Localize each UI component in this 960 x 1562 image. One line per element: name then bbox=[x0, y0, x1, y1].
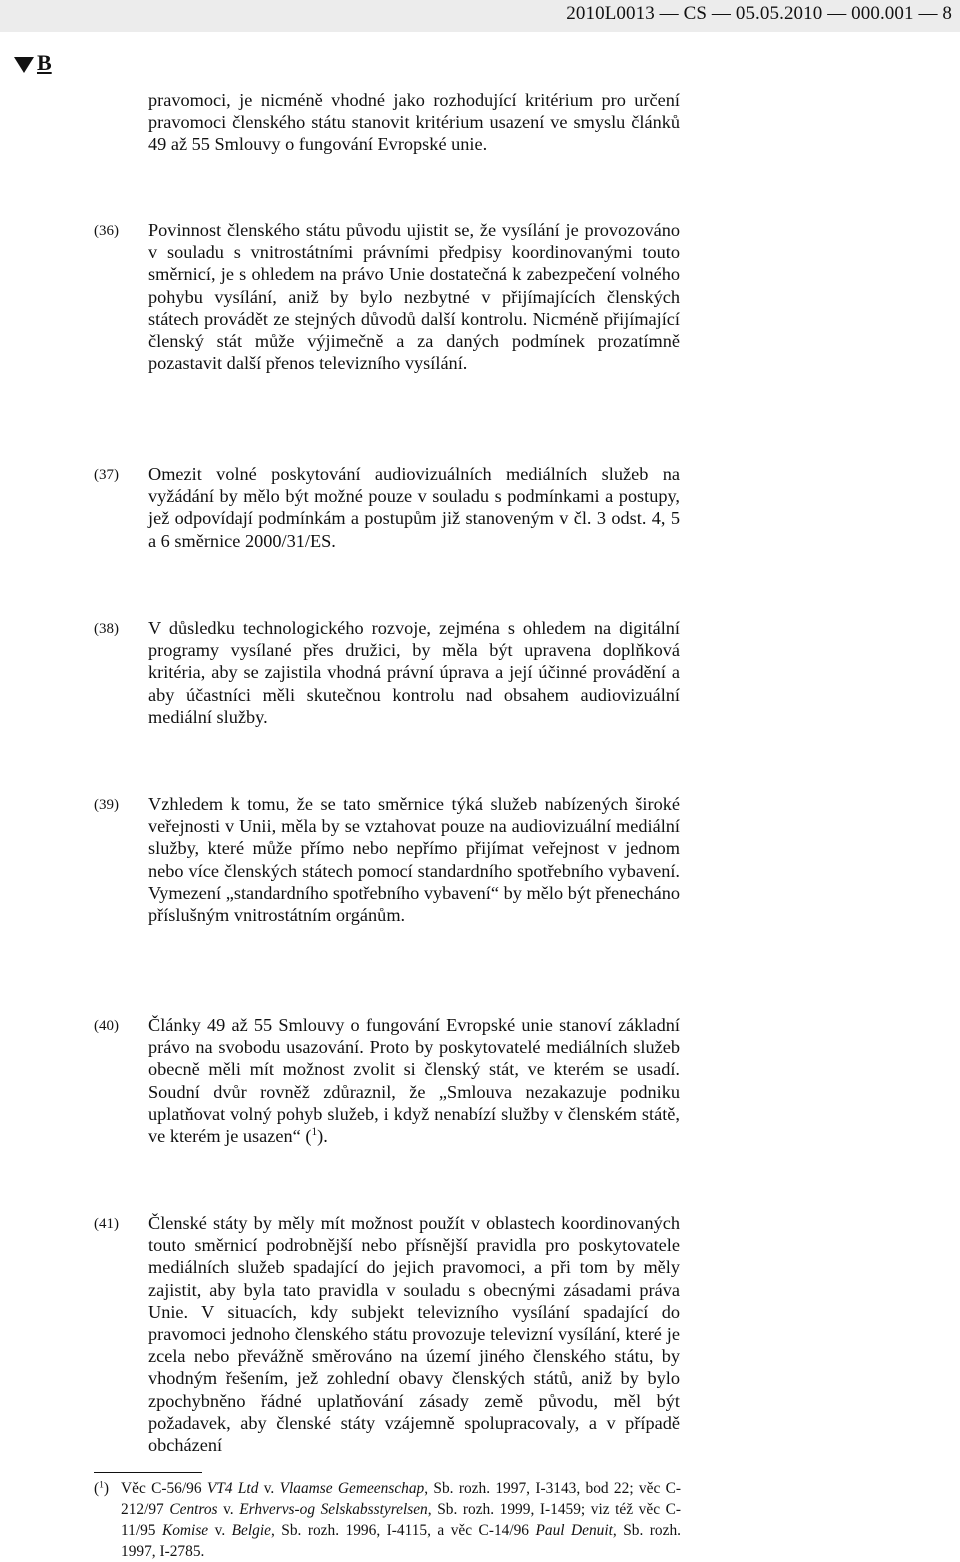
footnote-case-name: Komise bbox=[161, 1522, 209, 1539]
recital-text-body: Články 49 až 55 Smlouvy o fungování Evropské unie stanoví základní právo na svobodu usazování. Proto by poskytovatelé mediálních služeb obecně měli mít možnost zvolit si členský stát, ve kterém se usadí. Soudní dvůr rovněž zdůraznil, že „Smlouva nezakazuje podniku uplatňovat volný pohyb služeb, i když nenabízí služby v členském státě, ve kterém je usazen“ ( bbox=[148, 1015, 680, 1147]
footnote-segment: , Sb. rozh. 1996, I-4115, a věc C-14/96 bbox=[270, 1522, 536, 1539]
footnote-segment: v. bbox=[208, 1522, 232, 1539]
running-header-bar bbox=[0, 0, 960, 32]
footnote-segment: , Sb. rozh. 1999, I-1459; viz též věc C-11/95 bbox=[121, 1501, 681, 1539]
footnote-ref-number: 1 bbox=[99, 1479, 104, 1491]
recital-text-tail: ). bbox=[317, 1126, 328, 1147]
recital-number: (41) bbox=[94, 1216, 119, 1232]
recital-text: V důsledku technologického rozvoje, zejména s ohledem na digitální programy vysílané přes družici, by měla být upravena doplňková kritéria, aby se zajistila vhodná právní úprava a její účinné provádění a aby účastníci měli skutečnou kontrolu nad obsahem audiovizuální mediální služby. bbox=[148, 618, 680, 727]
recital-number: (36) bbox=[94, 223, 119, 239]
footnote-segment: , Sb. rozh. 1997, I-3143, bod 22; věc C-212/97 bbox=[121, 1480, 681, 1518]
footnote-segment: v. bbox=[217, 1501, 240, 1518]
footnote-case-name: Vlaamse Gemeenschap bbox=[279, 1480, 425, 1497]
intro-paragraph: pravomoci, je nicméně vhodné jako rozhodující kritérium pro určení pravomoci členského státu stanovit kritérium usazení ve smyslu článků 49 až 55 Smlouvy o fungování Evropské unie. bbox=[148, 90, 680, 155]
recital-number: (37) bbox=[94, 467, 119, 483]
recital-number: (38) bbox=[94, 621, 119, 637]
footnote-ref-open: ( bbox=[94, 1480, 100, 1497]
recital-text: Povinnost členského státu původu ujistit se, že vysílání je provozováno v souladu s vnitrostátními právními předpisy koordinovanými touto směrnicí, je s ohledem na právo Unie dostatečná k zabezpečení volného pohybu vysílání, aniž by bylo nezbytné v přijímajících členských státech provádět ze stejných důvodů další kontrolu. Nicméně přijímající členský stát může výjimečně a za daných podmínek prozatímně pozastavit další přenos televizního vysílání. bbox=[148, 220, 680, 374]
recital-text bbox=[148, 1014, 680, 1147]
footnote-reference bbox=[94, 1478, 109, 1499]
footnote-segment: v. bbox=[258, 1480, 280, 1497]
footnote-text bbox=[121, 1478, 681, 1562]
recital-text: Vzhledem k tomu, že se tato směrnice týká služeb nabízených široké veřejnosti v Unii, měla by se vztahovat pouze na audiovizuální mediální služby, které může přímo nebo nepřímo přijímat veřejnost v jednom nebo více členských státech pomocí standardního spotřebního vybavení. Vymezení „standardního spotřebního vybavení“ by mělo být přenecháno příslušným vnitrostátním orgánům. bbox=[148, 794, 680, 926]
footnote-case-name: Paul Denuit bbox=[535, 1522, 613, 1539]
footnote-case-name: Centros bbox=[169, 1501, 218, 1518]
amendment-marker bbox=[14, 50, 52, 76]
footnote-segment: Věc C-56/96 bbox=[121, 1480, 207, 1497]
footnote-segment: , Sb. rozh. 1997, I-2785. bbox=[121, 1522, 681, 1560]
recital-number: (40) bbox=[94, 1018, 119, 1034]
recital-text: Členské státy by měly mít možnost použít v oblastech koordinovaných touto směrnicí podrobnější nebo přísnější pravidla pro poskytovatele mediálních služeb spadající do jejich pravomoci, a při tom by měly zajistit, aby byla tato pravidla v souladu s obecnými zásadami práva Unie. V situacích, kdy subjekt televizního vysílání spadající do pravomoci jednoho členského státu provozuje televizní vysílání, které je zcela nebo převážně směrováno na území jiného členského státu, by vhodným řešením, jež zohlední obavy členských států, aniž by bylo zpochybněno řádné uplatňování zásady země původu, měl být požadavek, aby členské státy vzájemně spolupracovaly, a v případě obcházení bbox=[148, 1213, 680, 1456]
footnote-marker[interactable]: 1 bbox=[311, 1126, 318, 1139]
recital-number: (39) bbox=[94, 797, 119, 813]
footnote-divider bbox=[94, 1472, 202, 1473]
amendment-marker-letter: B bbox=[37, 50, 52, 75]
running-header: 2010L0013 — CS — 05.05.2010 — 000.001 — 8 bbox=[566, 3, 952, 24]
footnote-ref-close: ) bbox=[103, 1480, 110, 1497]
triangle-down-icon bbox=[14, 57, 34, 73]
footnote-case-name: Belgie bbox=[231, 1522, 271, 1539]
footnote-case-name: VT4 Ltd bbox=[206, 1480, 259, 1497]
footnote-case-name: Erhvervs-og Selskabsstyrelsen bbox=[239, 1501, 428, 1518]
recital-text: Omezit volné poskytování audiovizuálních mediálních služeb na vyžádání by mělo být možné pouze v souladu s podmínkami a postupy, jež odpovídají podmínkám a postupům již stanoveným v čl. 3 odst. 4, 5 a 6 směrnice 2000/31/ES. bbox=[148, 464, 680, 551]
